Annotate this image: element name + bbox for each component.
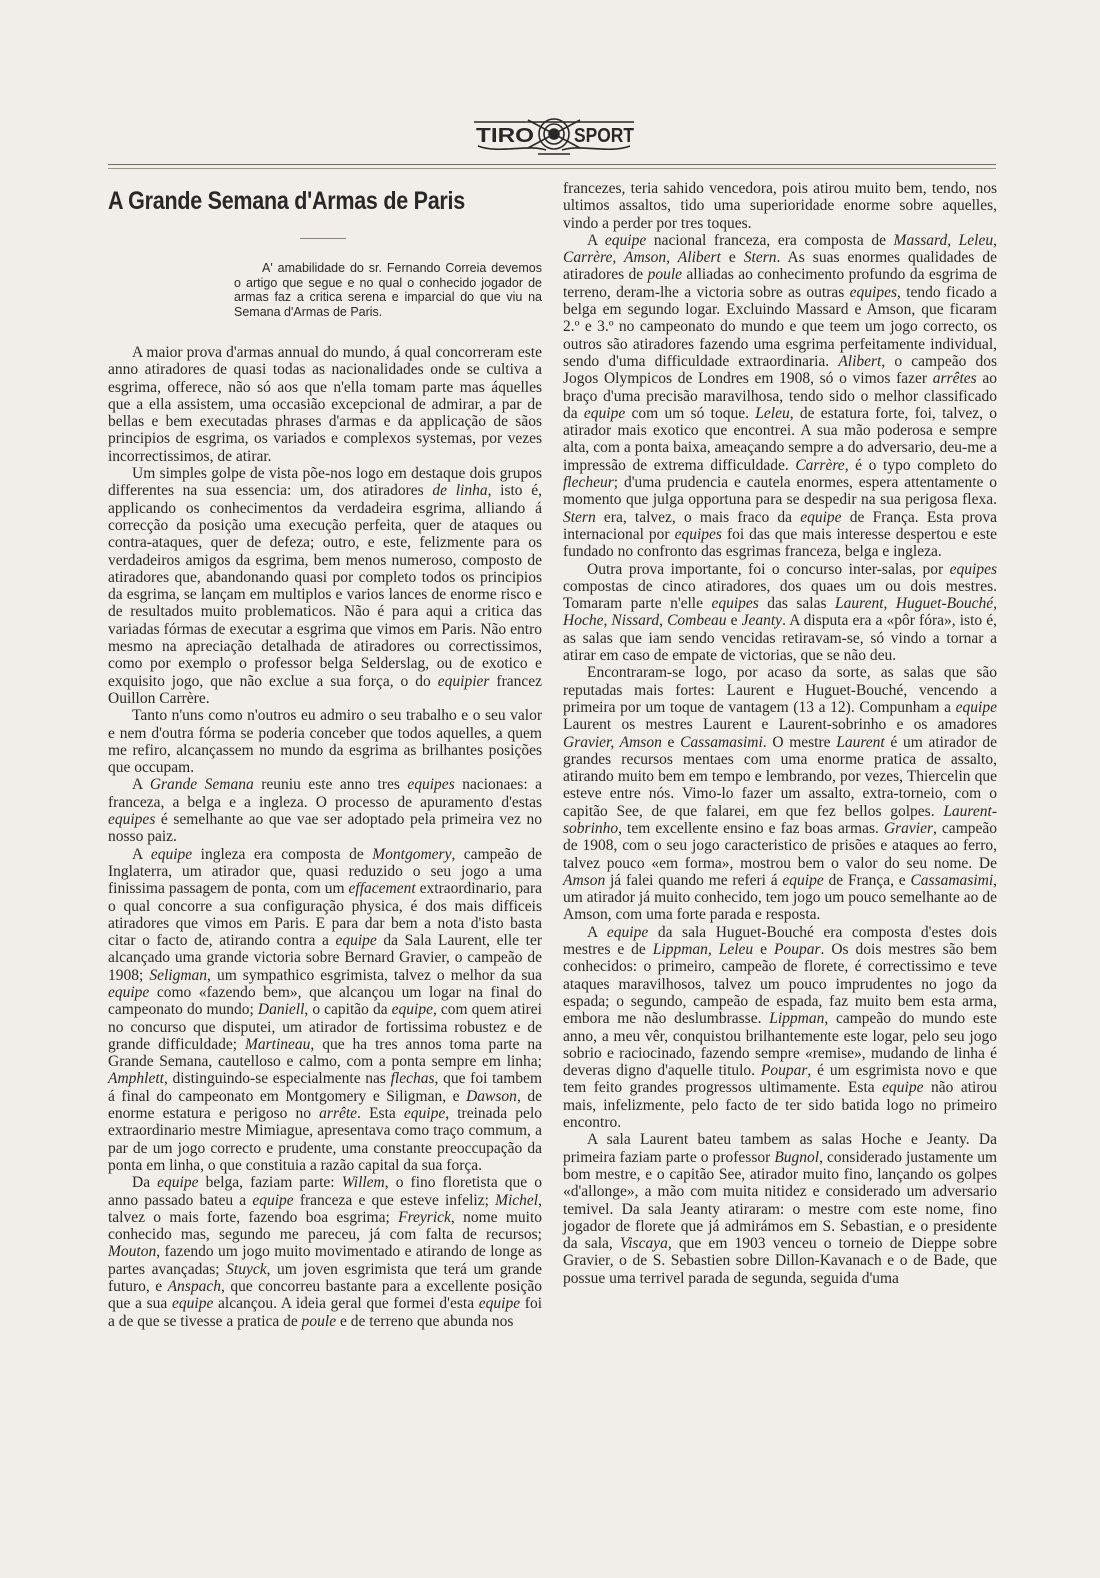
right-column-body	[563, 180, 997, 1287]
left-column-body	[108, 344, 542, 1330]
article-paragraph: Da equipe belga, faziam parte: Willem, o fino floretista que o anno passado bateu a equipe franceza e que esteve infeliz; Michel, talvez o mais forte, fazendo boa esgrima; Freyrick, nome muito conhecido mas, segundo me pareceu, já com falta de recursos; Mouton, fazendo um jogo muito movimentado e atirando de longe as partes avançadas; Stuyck, um joven esgrimista que terá um grande futuro, e Anspach, que concorreu bastante para a excellente posição que a sua equipe alcançou. A ideia geral que formei d'esta equipe foi a de que se tivesse a pratica de poule e de terreno que abunda nos	[108, 1174, 543, 1330]
right-column	[563, 180, 997, 1287]
article-paragraph: francezes, teria sahido vencedora, pois atirou muito bem, tendo, nos ultimos assaltos, tido uma superioridade enorme sobre aquelles, vindo a perder por tres toques.	[563, 180, 997, 232]
article-paragraph: A equipe da sala Huguet-Bouché era composta d'estes dois mestres e de Lippman, Leleu e Poupar. Os dois mestres são bem conhecidos: o primeiro, campeão de florete, é correctissimo e teve ataques maravilhosos, talvez um pouco imprudentes no jogo da espada; o segundo, campeão de espada, faz muito bem esta arma, embora me não deslumbrasse. Lippman, campeão do mundo este anno, a meu vêr, conquistou brilhantemente este logar, pelo seu jogo sobrio e raciocinado, fazendo sempre «remise», mudando de linha é deveras digno d'aquelle titulo. Poupar, é um esgrimista novo e que tem feito grandes progressos ultimamente. Esta equipe não atirou mais, infelizmente, pelo facto de ter sido batida logo no primeiro encontro.	[563, 923, 998, 1132]
article-title: A Grande Semana d'Armas de Paris	[108, 187, 465, 215]
svg-text:TIRO: TIRO	[476, 125, 534, 147]
svg-text:SPORT: SPORT	[574, 125, 634, 147]
article-intro	[234, 261, 542, 319]
article-paragraph: Encontraram-se logo, por acaso da sorte, as salas que são reputadas mais fortes: Laurent e Huguet-Bouché, vencendo a primeira por um toque de vantagem (13 a 12). Compunham a equipe Laurent os mestres Laurent e Laurent-sobrinho e os amadores Gravier, Amson e Cassamasimi. O mestre Laurent é um atirador de grandes recursos mentaes com uma enorme pratica de assalto, atirando muito bem em tempo e lembrando, por vezes, Thiercelin que esteve entre nós. Vimo-lo fazer um assalto, extra-torneio, com o capitão See, de que falarei, em que fez bellos golpes. Laurent-sobrinho, tem excellente ensino e faz boas armas. Gravier, campeão de 1908, com o seu jogo caracteristico de prisões e ataques ao ferro, talvez pouco «em forma», mostrou bem o valor do seu nome. De Amson já falei quando me referi á equipe de França, e Cassamasimi, um atirador já muito conhecido, tem jogo um pouco semelhante ao de Amson, com uma forte parada e resposta.	[563, 664, 998, 924]
article-paragraph: A maior prova d'armas annual do mundo, á qual concorreram este anno atiradores de quasi todas as nacionalidades onde se cultiva a esgrima, offerece, não só aos que n'ella tomam parte mas áquelles que a ella assistem, uma occasião excepcional de admirar, a par de bellas e bem executadas phrases d'armas e da applicação de sãos principios de esgrima, os variados e complexos systemas, por vezes incorrectissimos, de atirar.	[108, 344, 542, 465]
article-paragraph: Um simples golpe de vista põe-nos logo em destaque dois grupos differentes na sua essencia: um, dos atiradores de linha, isto é, applicando os conhecimentos da verdadeira esgrima, alliando á correcção da posição uma execução perfeita, quer de ataques ou contra-ataques, quer de defeza; outro, e este, felizmente para os verdadeiros amigos da esgrima, bem menos numeroso, composto de atiradores que, abandonando quasi por completo todos os principios da esgrima, se lançam em multiplos e varios lances de enorme risco e de resultados muito problematicos. Não é para aqui a critica das variadas fórmas de executar a esgrima que vimos em Paris. Não entro mesmo na apreciação detalhada de atiradores ou correctissimos, como por exemplo o professor belga Selderslag, ou de exotico e exquisito jogo, que não exclue a sua força, o do equipier francez Ouillon Carrère.	[108, 465, 543, 707]
article-paragraph: Outra prova importante, foi o concurso inter-salas, por equipes compostas de cinco atiradores, dos quaes um ou dois mestres. Tomaram parte n'elle equipes das salas Laurent, Huguet-Bouché, Hoche, Nissard, Combeau e Jeanty. A disputa era a «pôr fóra», isto é, as salas que iam sendo vencidas retiravam-se, só vindo a tornar a atirar em caso de empate de victorias, que se não deu.	[563, 560, 997, 665]
tiro-sport-logo-icon	[468, 110, 640, 158]
article-paragraph: Tanto n'uns como n'outros eu admiro o seu trabalho e o seu valor e nem d'outra fórma se poderia conceber que todos aquelles, a quem me refiro, alcançassem no mundo da esgrima as brilhantes posições que occupam.	[108, 707, 542, 777]
article-paragraph: A equipe nacional franceza, era composta de Massard, Leleu, Carrère, Amson, Alibert e Stern. As suas enormes qualidades de atiradores de poule alliadas ao conhecimento profundo da esgrima de terreno, deram-lhe a victoria sobre as outras equipes, tendo ficado a belga em segundo logar. Excluindo Massard e Amson, que ficaram 2.º e 3.º no campeonato do mundo e que teem um jogo correcto, os outros são atiradores fazendo uma esgrima perfeitamente individual, sendo d'uma difficuldade extraordinaria. Alibert, o campeão dos Jogos Olympicos de Londres em 1908, só o vimos fazer arrêtes ao braço d'uma precisão maravilhosa, tendo sido o melhor classificado da equipe com um só toque. Leleu, de estatura forte, foi, talvez, o atirador mais exotico que encontrei. A sua mão poderosa e sempre alta, com a ponta baixa, ameaçando sempre a do adversario, deu-me a impressão de extrema difficuldade. Carrère, é o typo completo do flecheur; d'uma prudencia e cautela enormes, espera attentamente o momento que julga opportuna para se despedir na sua perigosa flexa. Stern era, talvez, o mais fraco da equipe de França. Esta prova internacional por equipes foi das que mais interesse despertou e este fundado no confronto das esgrimas franceza, belga e ingleza.	[563, 231, 998, 561]
header-rule-bottom	[108, 168, 996, 169]
article-paragraph: A Grande Semana reuniu este anno tres equipes nacionaes: a franceza, a belga e a ingleza. O processo de apuramento d'estas equipes é semelhante ao que vae ser adoptado pela primeira vez no nosso paiz.	[108, 776, 542, 846]
article-paragraph: A sala Laurent bateu tambem as salas Hoche e Jeanty. Da primeira faziam parte o professor Bugnol, considerado justamente um bom mestre, e o capitão See, atirador muito fino, lançando os golpes «d'allonge», a mão com muita nitidez e considerado um adversario temivel. Da sala Jeanty atiraram: o mestre com este nome, fino jogador de florete que já admirámos em S. Sebastian, e o presidente da sala, Viscaya, que em 1903 venceu o torneio de Dieppe sobre Gravier, o de S. Sebastien sobre Dillon-Kavanach e o de Bade, que possue uma terrivel parada de segunda, seguida d'uma	[563, 1131, 997, 1287]
article-paragraph: A equipe ingleza era composta de Montgomery, campeão de Inglaterra, um atirador que, quasi reduzido o seu jogo a uma finissima passagem de ponta, com um effacement extraordinario, para o qual concorre a sua configuração physica, é dos mais difficeis atiradores que vimos em Paris. E para dar bem a nota d'isto basta citar o facto de, atirando contra a equipe da Sala Laurent, elle ter alcançado uma grande victoria sobre Bernard Gravier, o campeão de 1908; Seligman, um sympathico esgrimista, talvez o melhor da sua equipe como «fazendo bem», que alcançou um logar na final do campeonato do mundo; Daniell, o capitão da equipe, com quem atirei no concurso que disputei, um atirador de fortissima robustez e de grande difficuldade; Martineau, que ha tres annos toma parte na Grande Semana, cautelloso e calmo, com a ponta sempre em linha; Amphlett, distinguindo-se especialmente nas flechas, que foi tambem á final do campeonato em Montgomery e Siligman, e Dawson, de enorme estatura e perigoso no arrête. Esta equipe, treinada pelo extraordinario mestre Mimiague, apresentava como traço commum, a par de um jogo correcto e prudente, uma constante preoccupação da ponta em linha, o que constituia a razão capital da sua força.	[108, 845, 543, 1174]
article-intro-text: A' amabilidade do sr. Fernando Correia devemos o artigo que segue e no qual o conhecido jogador de armas faz a critica serena e imparcial do que viu na Semana d'Armas de Paris.	[234, 261, 542, 319]
left-column	[108, 180, 542, 1330]
header-rule-top	[108, 164, 996, 165]
title-divider	[300, 238, 346, 239]
